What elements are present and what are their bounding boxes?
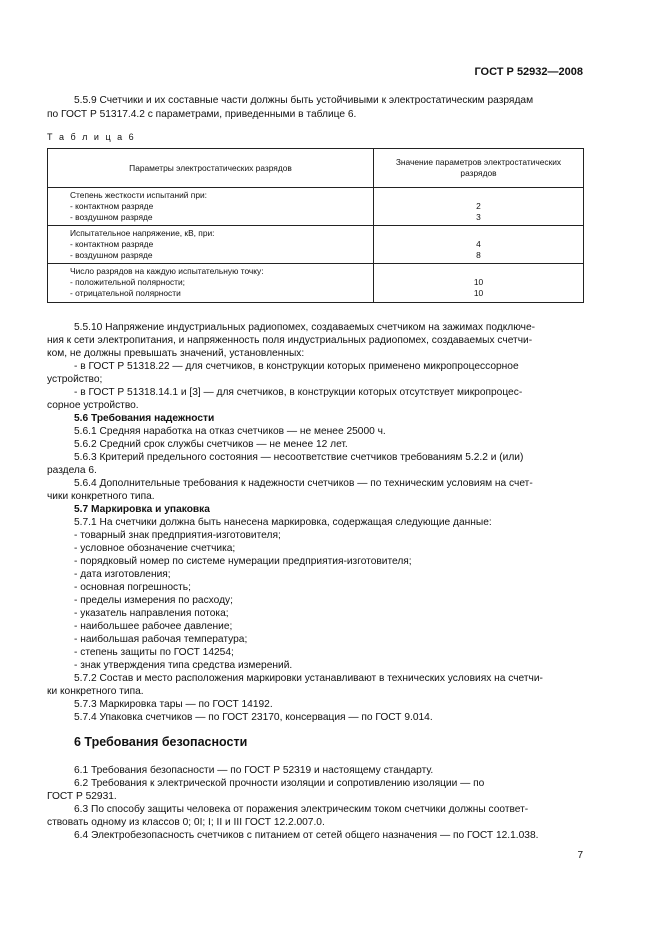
list-item: - дата изготовления; (74, 569, 171, 580)
body-line: 5.6.4 Дополнительные требования к надежности счетчиков — по техническим условиям на счет- (74, 478, 533, 489)
table-caption: Т а б л и ц а 6 (47, 132, 136, 142)
body-line: 6.1 Требования безопасности — по ГОСТ Р 52319 и настоящему стандарту. (74, 765, 434, 776)
body-line: - в ГОСТ Р 51318.14.1 и [3] — для счетчиков, в конструкции которых отсутствует микропроцес- (74, 387, 523, 398)
table-row: Испытательное напряжение, кВ, при: - контактном разряде - воздушном разряде 4 8 (48, 226, 584, 264)
table-header-values: Значение параметров электростатических разрядов (374, 149, 584, 188)
body-line: ствовать одному из классов 0; 0I; I; II и III ГОСТ 12.2.007.0. (47, 817, 325, 828)
list-item: - указатель направления потока; (74, 608, 229, 619)
body-line: ГОСТ Р 52931. (47, 791, 117, 802)
body-line: 6.4 Электробезопасность счетчиков с питанием от сетей общего назначения — по ГОСТ 12.1.038. (74, 830, 539, 841)
subsection-heading-reliability: 5.6 Требования надежности (74, 413, 215, 424)
table-row: Степень жесткости испытаний при: - контактном разряде - воздушном разряде 2 3 (48, 188, 584, 226)
body-line: 5.6.1 Средняя наработка на отказ счетчиков — не менее 25000 ч. (74, 426, 386, 437)
section-6-heading: 6 Требования безопасности (74, 735, 248, 749)
list-item: - порядковый номер по системе нумерации предприятия-изготовителя; (74, 556, 412, 567)
para-5-5-9-line1: 5.5.9 Счетчики и их составные части должны быть устойчивыми к электростатическим разрядам (74, 95, 534, 106)
para-5-5-9-line2: по ГОСТ Р 51317.4.2 с параметрами, приведенными в таблице 6. (47, 109, 357, 120)
body-line: 5.7.4 Упаковка счетчиков — по ГОСТ 23170, консервация — по ГОСТ 9.014. (74, 712, 433, 723)
list-item: - пределы измерения по расходу; (74, 595, 233, 606)
list-item: - наибольшая рабочая температура; (74, 634, 248, 645)
body-line: 5.6.3 Критерий предельного состояния — несоответствие счетчиков требованиям 5.2.2 и (или) (74, 452, 524, 463)
page-number: 7 (577, 850, 583, 861)
list-item: - условное обозначение счетчика; (74, 543, 236, 554)
body-line: 5.6.2 Средний срок службы счетчиков — не менее 12 лет. (74, 439, 348, 450)
body-line: 6.2 Требования к электрической прочности изоляции и сопротивлению изоляции — по (74, 778, 485, 789)
body-line: чики конкретного типа. (47, 491, 155, 502)
list-item: - основная погрешность; (74, 582, 191, 593)
list-item: - наибольшее рабочее давление; (74, 621, 233, 632)
list-item: - степень защиты по ГОСТ 14254; (74, 647, 234, 658)
body-line: устройство; (47, 374, 103, 385)
body-line: раздела 6. (47, 465, 97, 476)
list-item: - товарный знак предприятия-изготовителя; (74, 530, 281, 541)
subsection-heading-marking: 5.7 Маркировка и упаковка (74, 504, 210, 515)
table-header-parameters: Параметры электростатических разрядов (48, 149, 374, 188)
body-line: 5.7.3 Маркировка тары — по ГОСТ 14192. (74, 699, 273, 710)
body-line: ки конкретного типа. (47, 686, 144, 697)
body-line: - в ГОСТ Р 51318.22 — для счетчиков, в конструкции которых применено микропроцессорное (74, 361, 519, 372)
body-line: 5.7.1 На счетчики должна быть нанесена маркировка, содержащая следующие данные: (74, 517, 492, 528)
body-line: ния к сети электропитания, и напряженность поля индустриальных радиопомех, создаваемых счетчи- (47, 335, 533, 346)
body-line: 5.7.2 Состав и место расположения маркировки устанавливают в технических условиях на счетчи- (74, 673, 543, 684)
table-row: Число разрядов на каждую испытательную точку: - положительной полярности; - отрицательной полярности 10 10 (48, 264, 584, 303)
document-code: ГОСТ Р 52932—2008 (474, 66, 583, 78)
body-line: ком, не должны превышать значений, установленных: (47, 348, 305, 359)
body-line: сорное устройство. (47, 400, 139, 411)
table-6 (47, 148, 584, 303)
list-item: - знак утверждения типа средства измерений. (74, 660, 293, 671)
body-line: 5.5.10 Напряжение индустриальных радиопомех, создаваемых счетчиком на зажимах подключе- (74, 322, 536, 333)
body-line: 6.3 По способу защиты человека от поражения электрическим током счетчики должны соответ- (74, 804, 529, 815)
